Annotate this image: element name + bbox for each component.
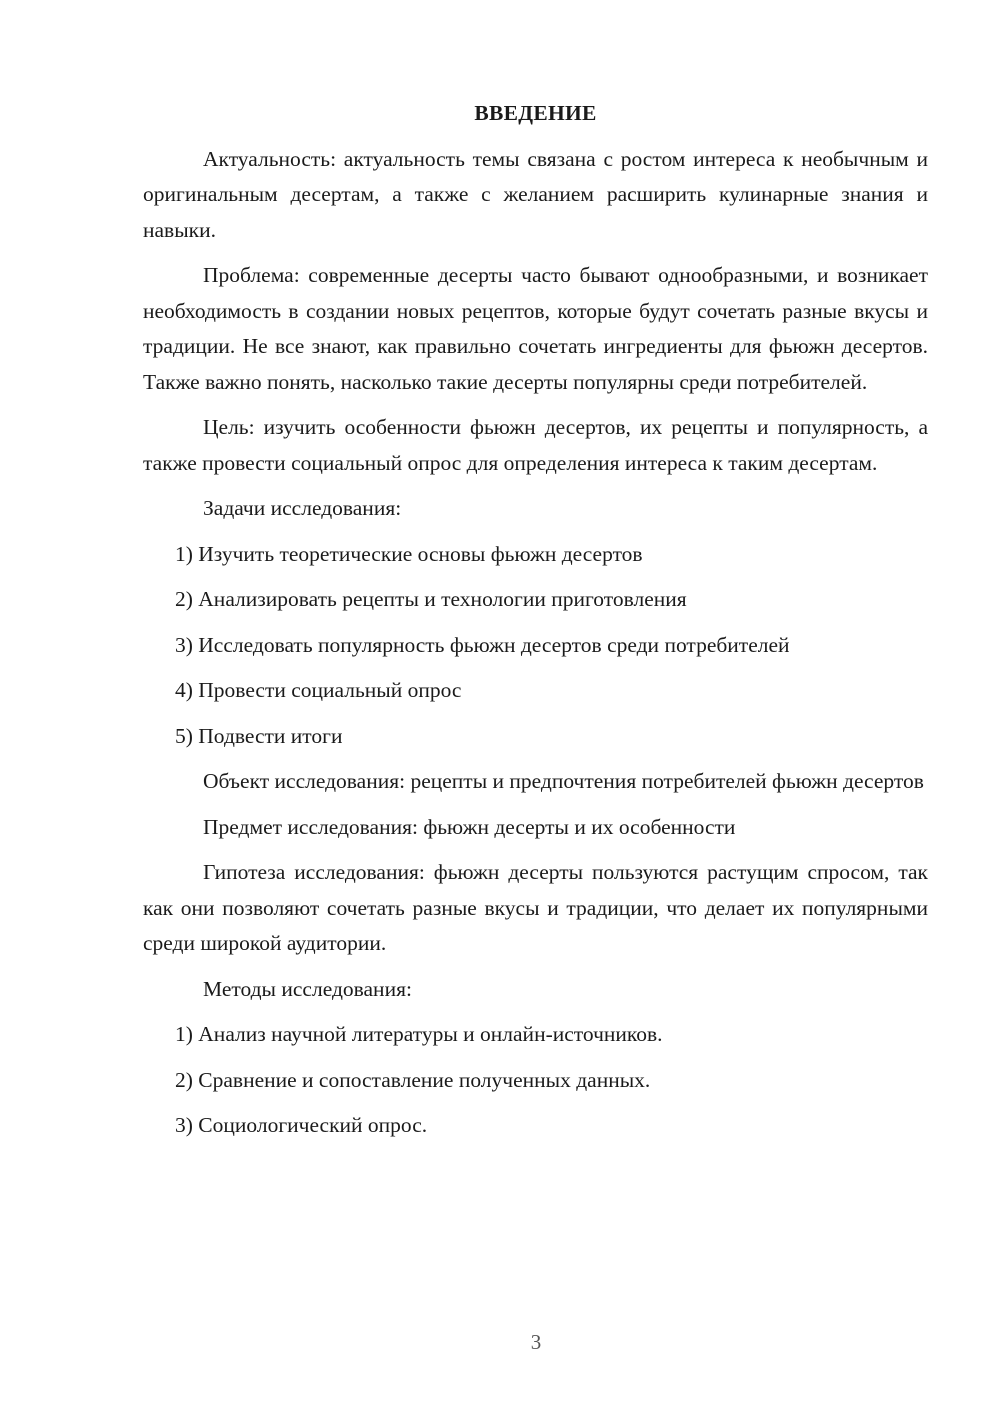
subject-paragraph: Предмет исследования: фьюжн десерты и их особенности: [203, 814, 736, 839]
list-item: 5) Подвести итоги: [175, 723, 343, 748]
list-item: 1) Изучить теоретические основы фьюжн десертов: [175, 541, 643, 566]
page-number: 3: [530, 1330, 542, 1354]
list-item: 3) Исследовать популярность фьюжн десертов среди потребителей: [175, 632, 790, 657]
document-body: [143, 96, 928, 1154]
tasks-heading: Задачи исследования:: [203, 496, 402, 520]
methods-heading: Методы исследования:: [203, 976, 412, 1001]
section-title: ВВЕДЕНИЕ: [474, 101, 597, 125]
list-item: 2) Анализировать рецепты и технологии приготовления: [175, 587, 687, 611]
tasks-list: [143, 537, 928, 755]
list-item: 4) Провести социальный опрос: [175, 678, 462, 702]
list-item: 1) Анализ научной литературы и онлайн-источников.: [175, 1022, 663, 1046]
problem-paragraph: Проблема: современные десерты часто бывают однообразными, и возникает необходимость в создании новых рецептов, которые будут сочетать разные вкусы и традиции. Не все знают, как правильно сочетать ингредиенты для фьюжн десертов. Также важно понять, насколько такие десерты популярны среди потребителей.: [143, 263, 928, 394]
hypothesis-paragraph: Гипотеза исследования: фьюжн десерты пользуются растущим спросом, так как они позволяют сочетать разные вкусы и традиции, что делает их популярными среди широкой аудитории.: [143, 860, 928, 955]
methods-list: [143, 1017, 928, 1144]
list-item: 2) Сравнение и сопоставление полученных данных.: [175, 1067, 651, 1092]
goal-paragraph: Цель: изучить особенности фьюжн десертов, их рецепты и популярность, а также провести социальный опрос для определения интереса к таким десертам.: [143, 415, 928, 475]
object-paragraph: Объект исследования: рецепты и предпочтения потребителей фьюжн десертов: [203, 769, 924, 793]
list-item: 3) Социологический опрос.: [175, 1113, 428, 1137]
relevance-paragraph: Актуальность: актуальность темы связана с ростом интереса к необычным и оригинальным десертам, а также с желанием расширить кулинарные знания и навыки.: [143, 146, 928, 242]
